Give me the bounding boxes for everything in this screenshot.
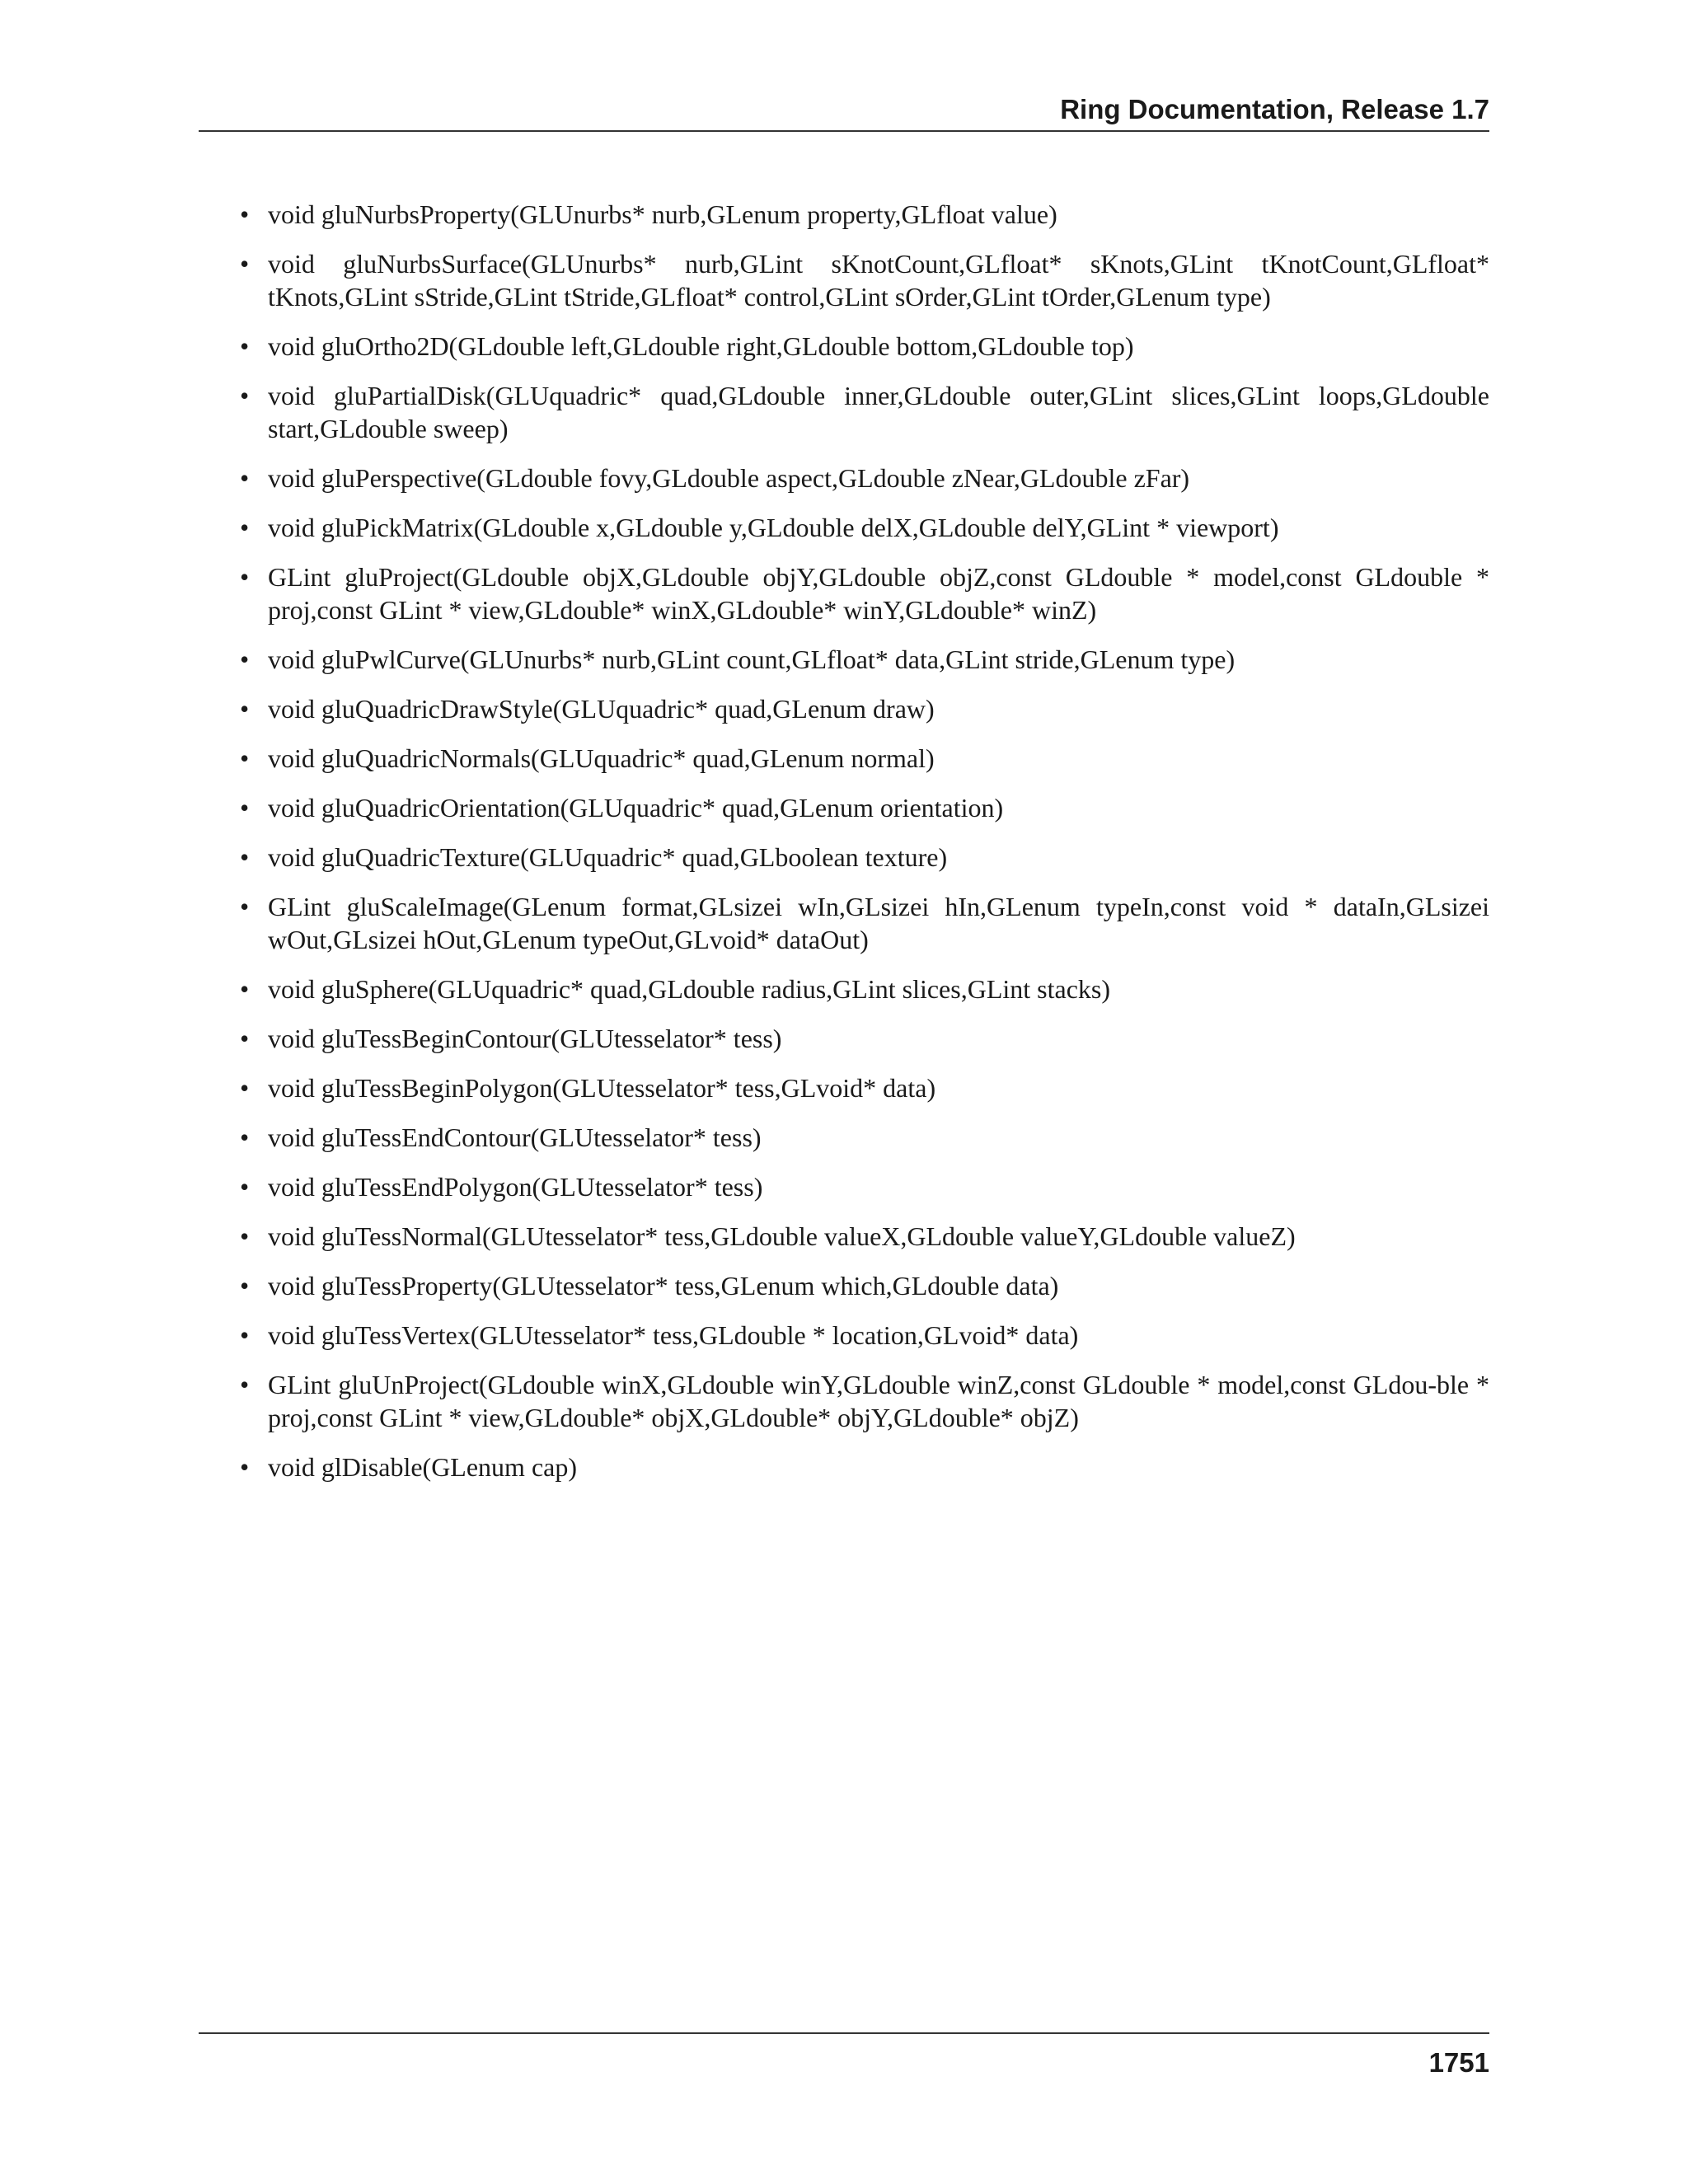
list-item: • void gluTessEndPolygon(GLUtesselator* tess) xyxy=(199,1170,1489,1203)
list-item: • void gluNurbsProperty(GLUnurbs* nurb,GLenum property,GLfloat value) xyxy=(199,198,1489,231)
list-item: • void gluPickMatrix(GLdouble x,GLdouble y,GLdouble delX,GLdouble delY,GLint * viewport) xyxy=(199,511,1489,544)
list-item: • void gluTessVertex(GLUtesselator* tess,GLdouble * location,GLvoid* data) xyxy=(199,1319,1489,1352)
page-footer xyxy=(199,2032,1489,2078)
list-item: • void gluTessBeginContour(GLUtesselator* tess) xyxy=(199,1022,1489,1055)
page-number: 1751 xyxy=(1428,2047,1489,2078)
list-item: • void gluQuadricNormals(GLUquadric* quad,GLenum normal) xyxy=(199,742,1489,775)
list-item: • void gluPartialDisk(GLUquadric* quad,GLdouble inner,GLdouble outer,GLint slices,GLint loops,GLdouble start,GLdouble sweep) xyxy=(199,379,1489,445)
function-list xyxy=(199,198,1489,1483)
list-item: • void gluPwlCurve(GLUnurbs* nurb,GLint count,GLfloat* data,GLint stride,GLenum type) xyxy=(199,643,1489,676)
list-item: • void gluTessBeginPolygon(GLUtesselator* tess,GLvoid* data) xyxy=(199,1071,1489,1104)
list-item: • void glDisable(GLenum cap) xyxy=(199,1451,1489,1483)
list-item: • GLint gluScaleImage(GLenum format,GLsizei wIn,GLsizei hIn,GLenum typeIn,const void * dataIn,GLsizei wOut,GLsizei hOut,GLenum typeOut,GLvoid* dataOut) xyxy=(199,890,1489,956)
list-item: • void gluTessEndContour(GLUtesselator* tess) xyxy=(199,1121,1489,1154)
document-title: Ring Documentation, Release 1.7 xyxy=(1060,94,1489,124)
list-item: • void gluNurbsSurface(GLUnurbs* nurb,GLint sKnotCount,GLfloat* sKnots,GLint tKnotCount,GLfloat* tKnots,GLint sStride,GLint tStride,GLfloat* control,GLint sOrder,GLint tOrder,GLenum type) xyxy=(199,247,1489,313)
list-item: • void gluPerspective(GLdouble fovy,GLdouble aspect,GLdouble zNear,GLdouble zFar) xyxy=(199,462,1489,494)
list-item: • GLint gluUnProject(GLdouble winX,GLdouble winY,GLdouble winZ,const GLdouble * model,const GLdou-ble * proj,const GLint * view,GLdouble* objX,GLdouble* objY,GLdouble* objZ) xyxy=(199,1368,1489,1434)
list-item: • void gluTessNormal(GLUtesselator* tess,GLdouble valueX,GLdouble valueY,GLdouble valueZ) xyxy=(199,1220,1489,1253)
page-header xyxy=(199,89,1489,132)
list-item: • void gluQuadricDrawStyle(GLUquadric* quad,GLenum draw) xyxy=(199,692,1489,725)
list-item: • void gluQuadricTexture(GLUquadric* quad,GLboolean texture) xyxy=(199,841,1489,874)
list-item: • void gluTessProperty(GLUtesselator* tess,GLenum which,GLdouble data) xyxy=(199,1269,1489,1302)
main-content xyxy=(199,198,1489,1500)
list-item: • GLint gluProject(GLdouble objX,GLdouble objY,GLdouble objZ,const GLdouble * model,const GLdouble * proj,const GLint * view,GLdouble* winX,GLdouble* winY,GLdouble* winZ) xyxy=(199,560,1489,626)
list-item: • void gluOrtho2D(GLdouble left,GLdouble right,GLdouble bottom,GLdouble top) xyxy=(199,330,1489,363)
list-item: • void gluSphere(GLUquadric* quad,GLdouble radius,GLint slices,GLint stacks) xyxy=(199,972,1489,1005)
list-item: • void gluQuadricOrientation(GLUquadric* quad,GLenum orientation) xyxy=(199,791,1489,824)
